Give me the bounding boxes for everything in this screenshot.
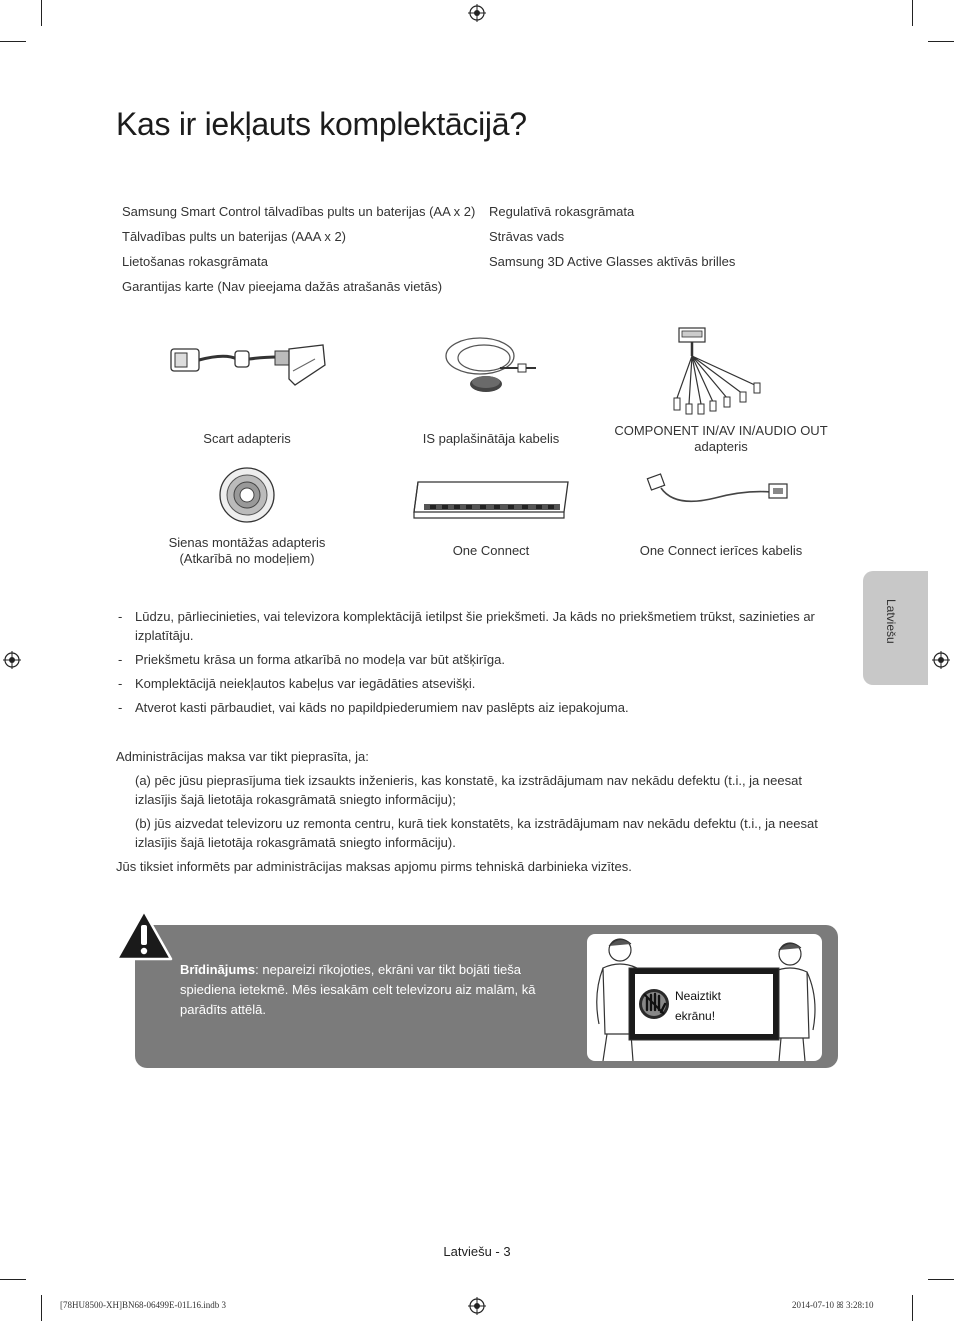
tv-screen-line: Neaiztikt: [675, 989, 722, 1003]
one-connect-caption: One Connect: [452, 543, 530, 558]
print-slug-right: 2014-07-10 ꕤ 3:28:10: [792, 1300, 874, 1310]
contents-list-left: [122, 199, 475, 299]
note-text: Lūdzu, pārliecinieties, vai televizora komplektācijā ietilpst šie priekšmeti. Ja kāds no priekšmetiem trūkst, sazinieties ar izplatītāju.: [135, 609, 815, 643]
admin-fee-intro: Administrācijas maksa var tikt pieprasīta, ja:: [116, 749, 369, 764]
crop-mark: [0, 1279, 26, 1280]
admin-fee-item-a: (a) pēc jūsu pieprasījuma tiek izsaukts inženieris, kas konstatē, ka izstrādājumam nav nekādu defektu (t.i., ja neesat izlasījis šajā lietotāja rokasgrāmatā sniegto informāciju);: [135, 773, 802, 807]
note-text: Priekšmetu krāsa un forma atkarībā no modeļa var būt atšķirīga.: [135, 652, 505, 667]
note-item: [116, 607, 836, 645]
tv-screen-line: ekrānu!: [675, 1009, 716, 1023]
note-item: [116, 698, 836, 717]
ir-extender-cable-caption: IS paplašinātāja kabelis: [422, 431, 560, 446]
contents-item: Regulatīvā rokasgrāmata: [489, 204, 635, 219]
warning-triangle-icon: [115, 909, 173, 961]
crop-mark: [41, 0, 42, 26]
note-dash: -: [118, 652, 123, 667]
warning-label: Brīdinājums: [180, 962, 256, 977]
wall-mount-adapter-caption-line: Sienas montāžas adapteris: [168, 535, 326, 550]
note-dash: -: [118, 609, 123, 624]
registration-mark-icon: [468, 1297, 486, 1315]
tv-carry-illustration: [587, 934, 822, 1061]
crop-mark: [912, 0, 913, 26]
note-dash: -: [118, 700, 123, 715]
admin-fee-item-b: (b) jūs aizvedat televizoru uz remonta centru, kurā tiek konstatēts, ka izstrādājumam nav nekādu defektu (t.i., ja neesat izlasījis šajā lietotāja rokasgrāmatā sniegto informāciju).: [135, 816, 818, 850]
contents-list-right: [489, 199, 735, 274]
admin-fee-section: [116, 747, 836, 881]
print-slug-left: [78HU8500-XH]BN68-06499E-01L16.indb 3: [60, 1300, 226, 1310]
note-dash: -: [118, 676, 123, 691]
crop-mark: [912, 1295, 913, 1321]
registration-mark-icon: [932, 651, 950, 669]
contents-item: Garantijas karte (Nav pieejama dažās atrašanās vietās): [122, 279, 443, 294]
page-title: Kas ir iekļauts komplektācijā?: [116, 106, 527, 142]
admin-fee-outro: Jūs tiksiet informēts par administrācijas maksas apjomu pirms tehniskā darbinieka vizītes.: [116, 859, 632, 874]
page-footer: Latviešu - 3: [443, 1244, 511, 1259]
component-adapter-caption-line: COMPONENT IN/AV IN/AUDIO OUT: [614, 423, 828, 438]
ir-extender-cable-illustration: [440, 328, 540, 410]
note-item: [116, 650, 836, 669]
note-item: [116, 674, 836, 693]
one-connect-cable-illustration: [645, 472, 795, 512]
crop-mark: [928, 1279, 954, 1280]
scart-adapter-illustration: [165, 335, 330, 390]
registration-mark-icon: [468, 4, 486, 22]
one-connect-cable-caption: One Connect ierīces kabelis: [639, 543, 803, 558]
registration-mark-icon: [3, 651, 21, 669]
component-adapter-caption-line: adapteris: [694, 439, 748, 454]
notes-list: [116, 607, 836, 722]
warning-text: [180, 960, 540, 1020]
warning-body: : nepareizi rīkojoties, ekrāni var tikt bojāti tieša spiediena ietekmē. Mēs iesakām celt televizoru aiz malām, kā parādīts attēlā.: [180, 962, 536, 1017]
contents-item: Lietošanas rokasgrāmata: [122, 254, 268, 269]
wall-mount-adapter-caption: [152, 535, 342, 567]
note-text: Atverot kasti pārbaudiet, vai kāds no papildpiederumiem nav paslēpts aiz iepakojuma.: [135, 700, 629, 715]
contents-item: Strāvas vads: [489, 229, 565, 244]
wall-mount-adapter-illustration: [217, 465, 277, 525]
contents-item: Samsung Smart Control tālvadības pults un baterijas (AA x 2): [122, 204, 476, 219]
note-text: Komplektācijā neiekļautos kabeļus var iegādāties atsevišķi.: [135, 676, 476, 691]
wall-mount-adapter-caption-line: (Atkarībā no modeļiem): [179, 551, 315, 566]
crop-mark: [928, 41, 954, 42]
one-connect-box-illustration: [410, 474, 572, 522]
crop-mark: [41, 1295, 42, 1321]
language-side-tab: [863, 571, 928, 685]
component-adapter-caption: [606, 423, 836, 455]
crop-mark: [0, 41, 26, 42]
language-side-tab-label: Latviešu: [884, 599, 898, 644]
component-adapter-illustration: [665, 324, 775, 416]
contents-item: Tālvadības pults un baterijas (AAA x 2): [122, 229, 347, 244]
scart-adapter-caption: Scart adapteris: [203, 431, 291, 446]
tv-screen-message: [675, 986, 721, 1026]
contents-item: Samsung 3D Active Glasses aktīvās brilles: [489, 254, 736, 269]
